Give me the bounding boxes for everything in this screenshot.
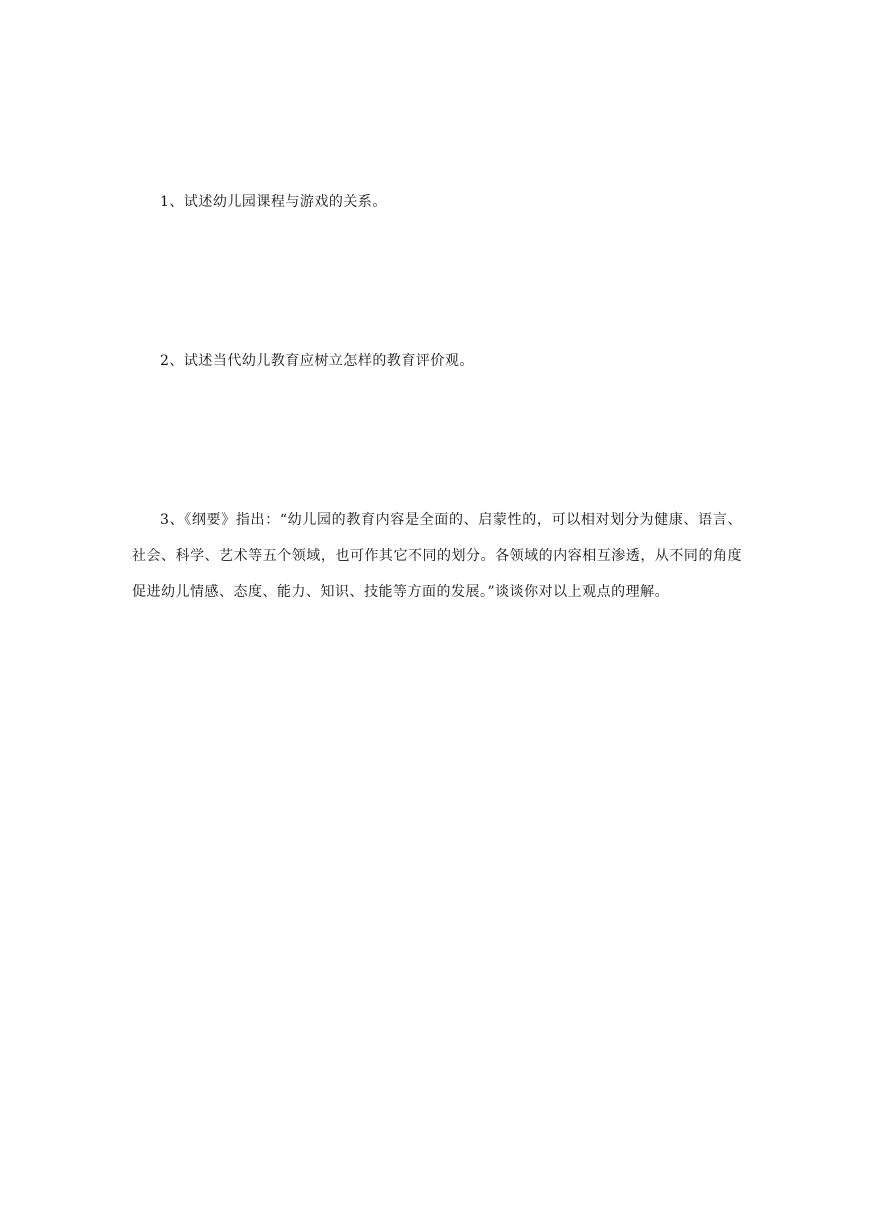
- question-3: 3、《纲要》指出：“幼儿园的教育内容是全面的、启蒙性的，可以相对划分为健康、语言、社会、科学、艺术等五个领域，也可作其它不同的划分。各领域的内容相互渗透，从不同的角度促进幼儿情感、态度、能力、知识、技能等方面的发展。”谈谈你对以上观点的理解。: [132, 512, 742, 600]
- question-1: 1、试述幼儿园课程与游戏的关系。: [160, 194, 387, 210]
- question-2: 2、试述当代幼儿教育应树立怎样的教育评价观。: [160, 353, 474, 369]
